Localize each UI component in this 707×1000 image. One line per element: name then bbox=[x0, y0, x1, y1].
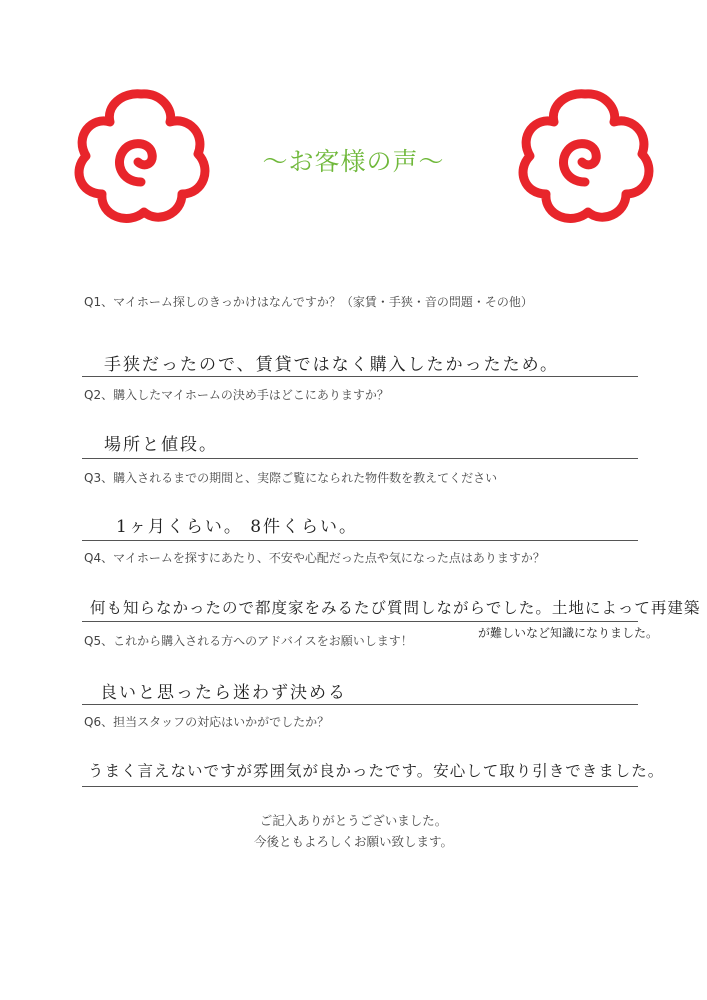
question-5-label: Q5、これから購入される方へのアドバイスをお願いします！ bbox=[84, 634, 413, 648]
answer-line bbox=[82, 621, 638, 622]
question-4-answer: 何も知らなかったので都度家をみるたび質問しながらでした。土地によって再建築 bbox=[90, 599, 701, 617]
question-3-answer: 1ヶ月くらい。 8件くらい。 bbox=[116, 517, 359, 537]
question-4-label: Q4、マイホームを探すにあたり、不安や心配だった点や気になった点はありますか？ bbox=[84, 551, 545, 565]
question-6-label: Q6、担当スタッフの対応はいかがでしたか？ bbox=[84, 715, 330, 729]
closing-line-2: 今後ともよろしくお願い致します。 bbox=[253, 834, 453, 849]
question-3-label: Q3、購入されるまでの期間と、実際ご覧になられた物件数を教えてください bbox=[84, 471, 498, 485]
question-2-label: Q2、購入したマイホームの決め手はどこにありますか？ bbox=[84, 388, 389, 402]
question-6-answer: うまく言えないですが雰囲気が良かったです。安心して取り引きできました。 bbox=[88, 762, 665, 780]
question-4-answer-continued: が難しいなど知識になりました。 bbox=[478, 626, 659, 640]
answer-line bbox=[82, 458, 638, 459]
closing-message bbox=[0, 810, 707, 852]
answer-line bbox=[82, 786, 638, 787]
question-5-answer: 良いと思ったら迷わず決める bbox=[100, 683, 347, 703]
answer-line bbox=[82, 704, 638, 705]
answer-line bbox=[82, 376, 638, 377]
question-1-label: Q1、マイホーム探しのきっかけはなんですか？（家賃・手狭・音の問題・その他） bbox=[84, 295, 533, 309]
page-title: 〜お客様の声〜 bbox=[262, 147, 445, 176]
question-1-answer: 手狭だったので、賃貸ではなく購入したかったため。 bbox=[104, 355, 559, 375]
closing-line-1: ご記入ありがとうございました。 bbox=[259, 813, 448, 828]
question-2-answer: 場所と値段。 bbox=[104, 435, 218, 455]
answer-line bbox=[82, 540, 638, 541]
